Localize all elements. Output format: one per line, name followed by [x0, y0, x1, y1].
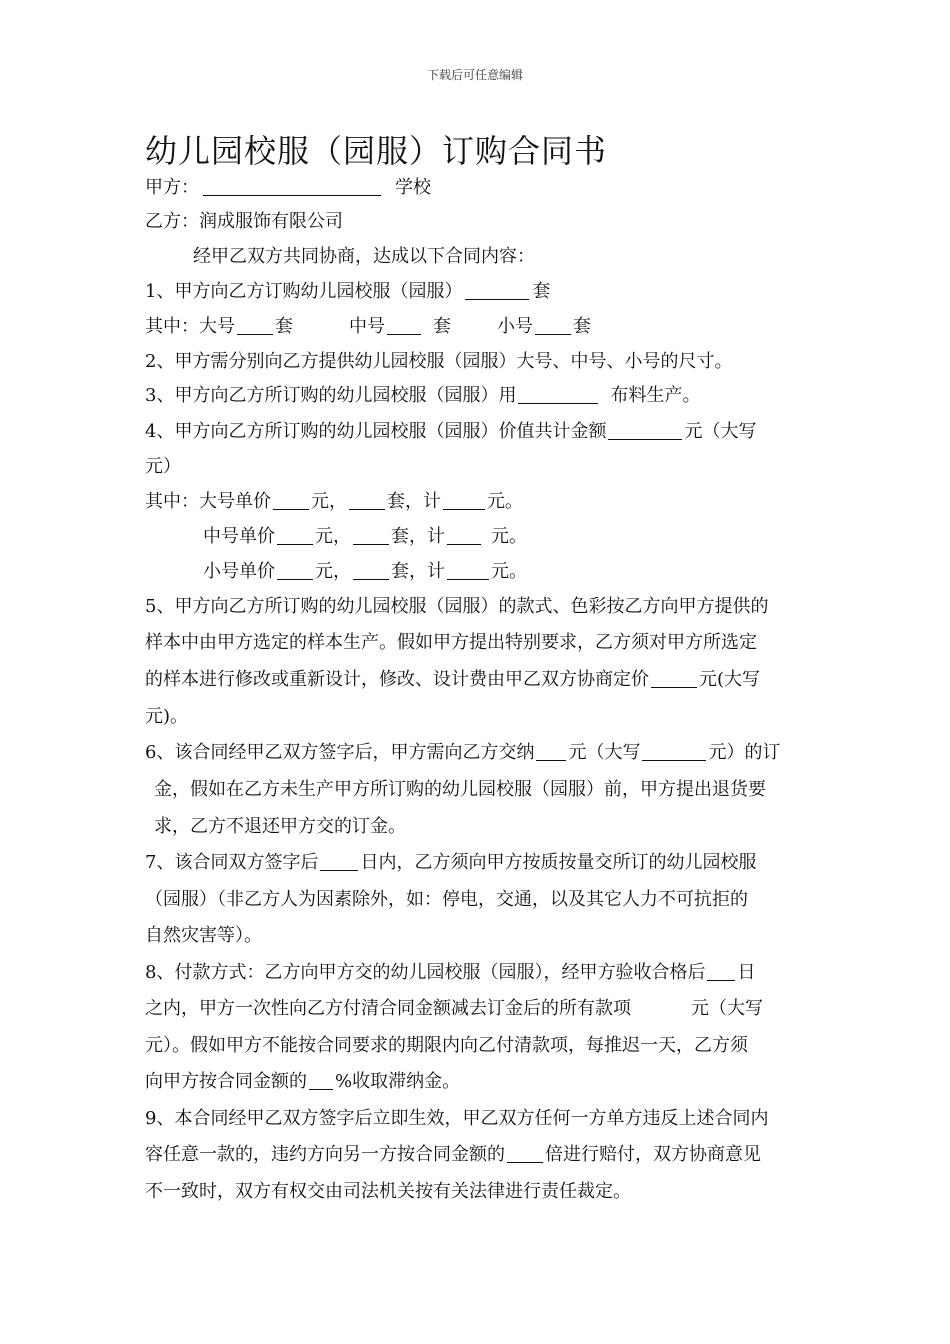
clause-8-line-4 — [145, 1070, 460, 1094]
price-large — [145, 490, 523, 514]
clause-1-unit: 套 — [532, 281, 551, 302]
price-large-qty-blank — [349, 491, 385, 510]
small-label: 小号 — [497, 316, 533, 337]
clause-1 — [145, 280, 550, 304]
large-unit: 套 — [275, 316, 293, 337]
clause-8-blank-2 — [309, 1071, 333, 1090]
price-large-yuan: 元， — [311, 491, 347, 512]
clause-3-text: 3、甲方向乙方所订购的幼儿园校服（园服）用 — [145, 385, 517, 406]
clause-8-blank-1 — [707, 962, 735, 981]
price-medium-yuan: 元， — [315, 526, 351, 547]
clause-7-blank — [320, 852, 358, 871]
header-note: 下载后可任意编辑 — [426, 68, 523, 82]
clause-7-text-2: 日内，乙方须向甲方按质按量交所订的幼儿园校服 — [360, 852, 757, 873]
clause-4 — [145, 420, 756, 444]
clause-4-blank — [608, 421, 682, 440]
clause-8-text-6: %收取滞纳金。 — [335, 1071, 461, 1092]
clause-7-line-2: （园服）（非乙方人为因素除外，如：停电，交通，以及其它人力不可抗拒的 — [145, 889, 748, 910]
party-a-suffix: 学校 — [395, 177, 431, 198]
price-small-label: 小号单价 — [203, 561, 275, 582]
clause-8-line-2 — [145, 997, 763, 1021]
price-large-unit-blank — [273, 491, 309, 510]
party-a-label: 甲方： — [145, 177, 199, 198]
medium-label: 中号 — [349, 316, 385, 337]
clause-4-cont: 元） — [145, 456, 181, 477]
party-a-line — [145, 176, 431, 200]
price-small-qty-blank — [353, 561, 389, 580]
clause-9-blank — [507, 1144, 543, 1163]
clause-5-line-2: 样本中由甲方选定的样本生产。假如甲方提出特别要求，乙方须对甲方所选定 — [145, 632, 757, 653]
clause-1-blank — [465, 281, 529, 300]
clause-9-text: 容任意一款的，违约方向另一方按合同金额的 — [145, 1144, 505, 1165]
clause-5-text: 的样本进行修改或重新设计，修改、设计费由甲乙双方协商定价 — [145, 669, 649, 690]
clause-4-text: 4、甲方向乙方所订购的幼儿园校服（园服）价值共计金额 — [145, 421, 607, 442]
party-a-blank — [203, 177, 381, 196]
clause-3 — [145, 384, 700, 408]
clause-8-text-4: 元（大写 — [691, 998, 763, 1019]
clause-8-line-1 — [145, 961, 755, 985]
party-b-line: 乙方：润成服饰有限公司 — [145, 211, 343, 232]
clause-8-text-5: 向甲方按合同金额的 — [145, 1071, 307, 1092]
price-small-end: 元。 — [491, 561, 527, 582]
price-medium-qty-label: 套，计 — [391, 526, 445, 547]
price-small-qty-label: 套，计 — [391, 561, 445, 582]
price-medium-unit-blank — [277, 526, 313, 545]
price-small-total-blank — [447, 561, 489, 580]
clause-9-line-1: 9、本合同经甲乙双方签字后立即生效，甲乙双方任何一方单方违反上述合同内 — [145, 1108, 769, 1129]
clause-6-line-1 — [145, 741, 780, 765]
large-label: 其中：大号 — [145, 316, 235, 337]
price-large-qty-label: 套，计 — [387, 491, 441, 512]
clause-8-text-2: 日 — [737, 962, 756, 983]
intro-line: 经甲乙双方共同协商，达成以下合同内容： — [193, 246, 535, 267]
clause-6-blank-2 — [642, 742, 706, 761]
clause-9-text-2: 倍进行赔付，双方协商意见 — [545, 1144, 761, 1165]
price-medium-total-blank — [447, 526, 481, 545]
clause-6-blank-1 — [536, 742, 566, 761]
medium-unit: 套 — [433, 316, 451, 337]
clause-9-line-2 — [145, 1143, 761, 1167]
price-medium-qty-blank — [353, 526, 389, 545]
price-small-unit-blank — [277, 561, 313, 580]
page-title: 幼儿园校服（园服）订购合同书 — [145, 132, 608, 170]
price-small-yuan: 元， — [315, 561, 351, 582]
clause-7-text: 7、该合同双方签字后 — [145, 852, 319, 873]
medium-blank — [387, 316, 421, 335]
price-medium-label: 中号单价 — [203, 526, 275, 547]
clause-1-text: 1、甲方向乙方订购幼儿园校服（园服） — [145, 281, 463, 302]
clause-5-line-1: 5、甲方向乙方所订购的幼儿园校服（园服）的款式、色彩按乙方向甲方提供的 — [145, 596, 769, 617]
clause-7-line-3: 自然灾害等）。 — [145, 925, 262, 946]
clause-5-blank — [651, 669, 697, 688]
clause-5-line-3 — [145, 668, 760, 692]
clause-7-line-1 — [145, 851, 756, 875]
small-unit: 套 — [573, 316, 591, 337]
large-blank — [237, 316, 273, 335]
clause-1-detail — [145, 315, 591, 339]
clause-2: 2、甲方需分别向乙方提供幼儿园校服（园服）大号、中号、小号的尺寸。 — [145, 351, 733, 372]
clause-6-text-3: 元）的订 — [708, 742, 781, 763]
price-medium — [203, 525, 527, 549]
clause-6-text: 6、该合同经甲乙双方签字后，甲方需向乙方交纳 — [145, 742, 535, 763]
clause-4-text-2: 元（大写 — [684, 421, 757, 442]
clause-3-end: 布料生产。 — [610, 385, 701, 406]
price-medium-end: 元。 — [491, 526, 527, 547]
price-large-end: 元。 — [487, 491, 523, 512]
clause-6-text-2: 元（大写 — [568, 742, 641, 763]
price-large-total-blank — [443, 491, 485, 510]
clause-5-line-4: 元)。 — [145, 706, 189, 727]
clause-8-text-3: 之内，甲方一次性向乙方付清合同金额减去订金后的所有款项 — [145, 998, 631, 1019]
clause-3-blank — [518, 385, 598, 404]
clause-6-line-3: 求，乙方不退还甲方交的订金。 — [154, 816, 406, 837]
price-large-label: 其中：大号单价 — [145, 491, 271, 512]
small-blank — [535, 316, 571, 335]
clause-5-text-2: 元(大写 — [699, 669, 761, 690]
clause-8-text: 8、付款方式：乙方向甲方交的幼儿园校服（园服），经甲方验收合格后 — [145, 962, 706, 983]
price-small — [203, 560, 527, 584]
clause-9-line-3: 不一致时，双方有权交由司法机关按有关法律进行责任裁定。 — [145, 1181, 631, 1202]
clause-6-line-2: 金，假如在乙方未生产甲方所订购的幼儿园校服（园服）前，甲方提出退货要 — [154, 779, 766, 800]
clause-8-line-3: 元）。假如甲方不能按合同要求的期限内向乙付清款项，每推迟一天，乙方须 — [145, 1035, 748, 1056]
